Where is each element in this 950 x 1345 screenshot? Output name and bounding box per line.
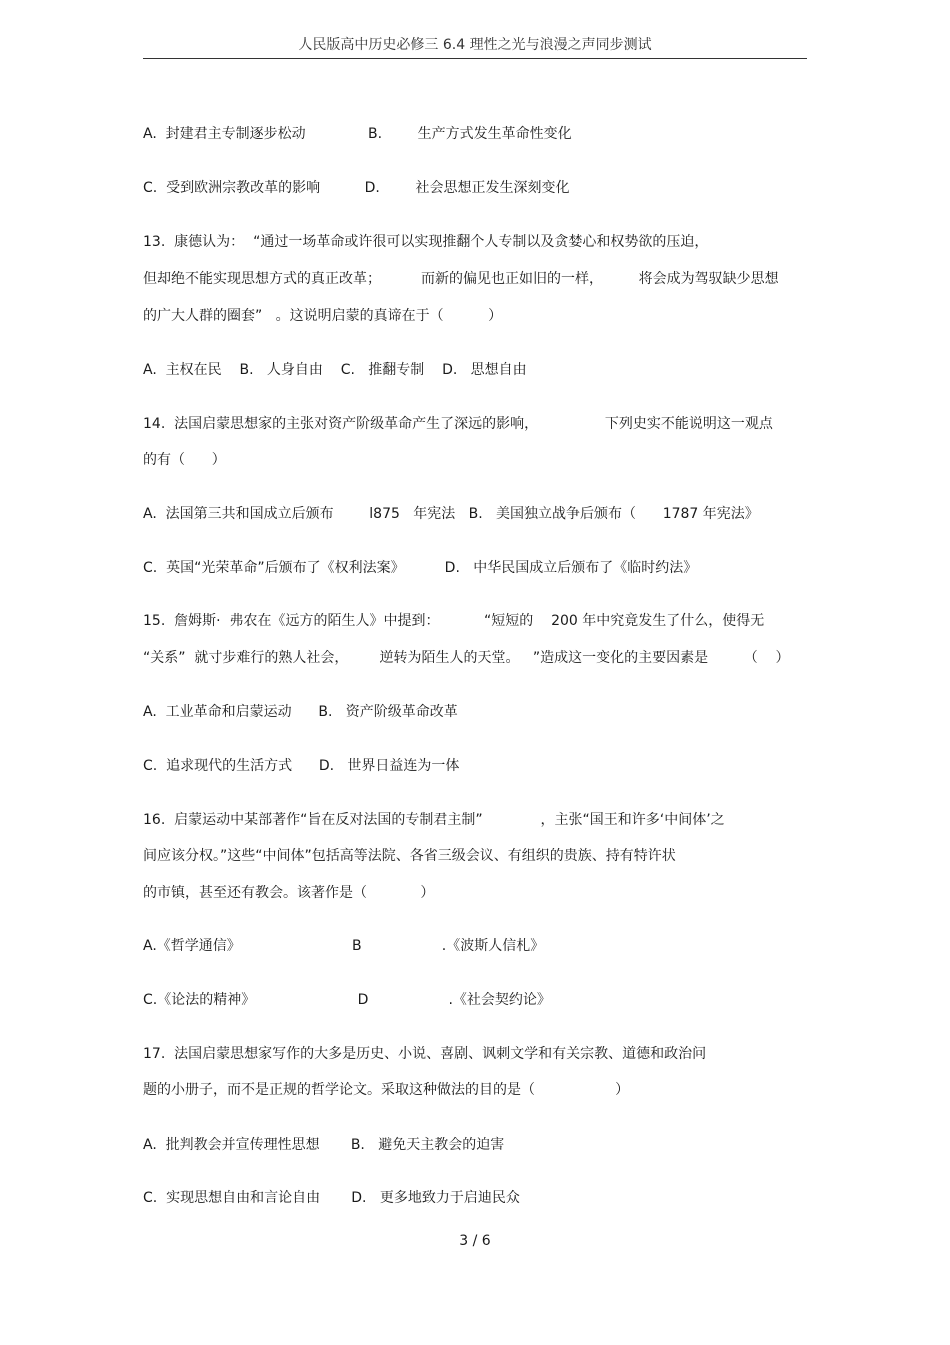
text-line: 13. 康德认为： “通过一场革命或许很可以实现推翻个人专制以及贪婪心和权势欲的压迫， — [143, 234, 709, 250]
text-line: 的市镇，甚至还有教会。该著作是（ ） — [143, 885, 435, 901]
text-line: C. 追求现代的生活方式 D. 世界日益连为一体 — [143, 758, 460, 774]
text-line: 14. 法国启蒙思想家的主张对资产阶级革命产生了深远的影响， 下列史实不能说明这一观点 — [143, 416, 773, 432]
text-line: 的广大人群的圈套” 。这说明启蒙的真谛在于（ ） — [143, 308, 503, 324]
text-line: 16. 启蒙运动中某部著作“旨在反对法国的专制君主制” ，主张“国王和许多‘中间体’之 — [143, 812, 725, 828]
text-line: C. 英国“光荣革命”后颁布了《权利法案》 D. 中华民国成立后颁布了《临时约法》 — [143, 560, 698, 576]
header-rule — [143, 58, 807, 59]
text-line: C. 受到欧洲宗教改革的影响 D. 社会思想正发生深刻变化 — [143, 180, 570, 196]
text-line: 题的小册子，而不是正规的哲学论文。采取这种做法的目的是（ ） — [143, 1082, 630, 1098]
text-line: A. 批判教会并宣传理性思想 B. 避免天主教会的迫害 — [143, 1137, 505, 1153]
text-line: “关系” 就寸步难行的熟人社会， 逆转为陌生人的天堂。 ”造成这一变化的主要因素是 （ ） — [143, 650, 790, 666]
text-line: C. 实现思想自由和言论自由 D. 更多地致力于启迪民众 — [143, 1190, 520, 1206]
page-number: 3 / 6 — [459, 1233, 491, 1249]
text-line: 的有（ ） — [143, 452, 226, 468]
text-line: 但却绝不能实现思想方式的真正改革； 而新的偏见也正如旧的一样， 将会成为驾驭缺少思想 — [143, 271, 779, 287]
text-line: 间应该分权。”这些“中间体”包括高等法院、各省三级会议、有组织的贵族、持有特许状 — [143, 848, 676, 864]
text-line: A. 工业革命和启蒙运动 B. 资产阶级革命改革 — [143, 704, 458, 720]
page-header: 人民版高中历史必修三 6.4 理性之光与浪漫之声同步测试 — [298, 37, 652, 53]
text-line: 17. 法国启蒙思想家写作的大多是历史、小说、喜剧、讽刺文学和有关宗教、道德和政治问 — [143, 1046, 707, 1062]
text-line: 15. 詹姆斯· 弗农在《远方的陌生人》中提到： “短短的 200 年中究竟发生了什么，使得无 — [143, 613, 765, 629]
text-line: C.《论法的精神》 D .《社会契约论》 — [143, 992, 551, 1008]
text-line: A. 封建君主专制逐步松动 B. 生产方式发生革命性变化 — [143, 126, 572, 142]
text-line: A. 法国第三共和国成立后颁布 l875 年宪法 B. 美国独立战争后颁布（ 1787 年宪法》 — [143, 506, 759, 522]
text-line: A. 主权在民 B. 人身自由 C. 推翻专制 D. 思想自由 — [143, 362, 527, 378]
text-line: A.《哲学通信》 B .《波斯人信札》 — [143, 938, 545, 954]
